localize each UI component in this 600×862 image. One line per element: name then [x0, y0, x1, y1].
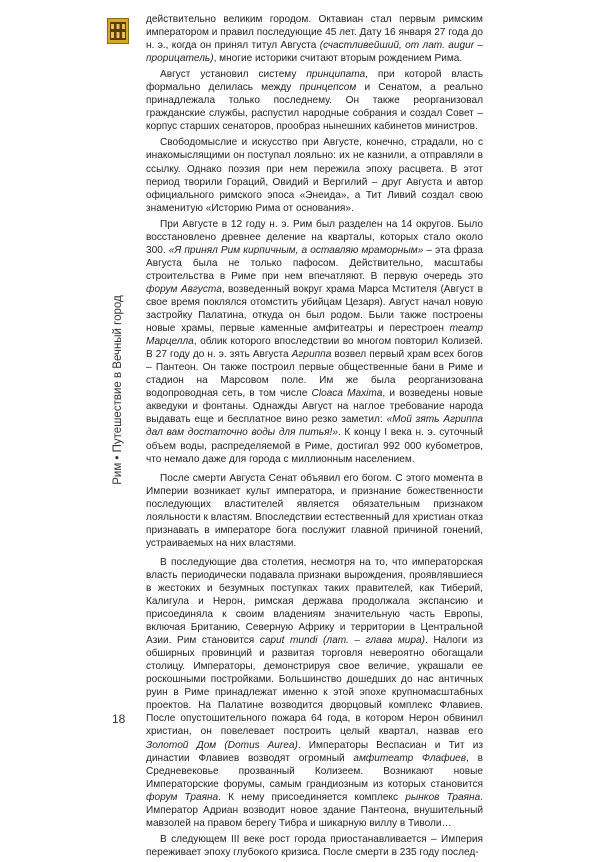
italic-text: театр Марцелла	[146, 323, 483, 348]
text-run: При Августе в 12 году н. э. Рим был разделен на 14 округов. Было восстановлено древнее деление на кварталы, которых стало около 300.	[146, 218, 483, 256]
text-run: – эта фраза Августа была не только пафосом. Действительно, масштабы строительства в Риме при нем впечатляют. В первую очередь это	[146, 244, 483, 282]
body-text	[146, 13, 483, 862]
italic-text: (счастливейший, от лат. augur – прорицатель)	[146, 40, 483, 65]
paragraph	[146, 68, 483, 133]
text-run: В последующие два столетия, несмотря на то, что императорская власть периодически подавала признаки вырождения, проявлявшиеся в жестоких и безумных поступках таких правителей, как Тиберий, Калигула и Нерон, римская держава продолжала экспансию и присоединяла к своим владениям значительную часть Европы, включая Британию, Северную Африку и территории в Центральной Азии. Рим становится	[146, 556, 483, 647]
italic-text: Агриппа	[291, 349, 332, 361]
text-run: . К концу I века н. э. суточный объем воды, распределяемой в Риме, достигал 992 000 кубометров, что немало даже для города с миллионным населением.	[146, 427, 483, 465]
text-run: , в Средневековье прозванный Колизеем. Возникают новые Императорские форумы, самым грандиозным из которых становится	[146, 752, 483, 790]
text-run: В следующем III веке рост города приостанавливается – Империя переживает эпоху глубокого кризиса. После смерти в 235 году послед-	[146, 833, 483, 858]
italic-text: принцепсом	[299, 82, 357, 94]
text-run: , и возведены новые акведуки и фонтаны. Однажды Август на наглое требование народа выдавать еще и бесплатное вино резко заметил:	[146, 388, 484, 426]
italic-text: «Я принял Рим кирпичным, а оставляю мраморным»	[168, 244, 424, 256]
paragraph	[146, 833, 483, 859]
text-run: и Сенатом, а реально принадлежала только последнему. Он также реорганизовал гражданские службы, распустил народные собрания и создал Совет – корпус старших сенаторов, прообраз нынешних кабинетов министров.	[146, 82, 483, 133]
paragraph	[146, 218, 483, 466]
italic-text: форум Траяна	[146, 791, 219, 803]
text-run: Август установил систему	[160, 69, 307, 81]
text-run: действительно великим городом. Октавиан стал первым римским императором и правил последующие 45 лет. Дату 16 января 27 года до н. э., когда он принял титул Августа	[146, 14, 483, 52]
text-run: , многие историки считают вторым рождением Рима.	[213, 53, 463, 65]
paragraph	[146, 13, 483, 65]
italic-text: Cloaca Maxima	[311, 388, 383, 400]
text-run: . Императоры Веспасиан и Тит из династии Флавиев возводят огромный	[146, 739, 483, 764]
colosseum-logo-icon	[107, 18, 129, 44]
italic-text: caput mundi (лат. – глава мира)	[259, 635, 425, 647]
text-run: . Налоги из обширных провинций и развитая торговля невероятно обогащали столицу. Императоры, демонстрируя свое величие, украшали ее роскошными постройками. Большинство дошедших до нас античных руин в Риме принадлежат именно к этой эпохе крупномасштабных проектов. На Палатине возводится дворцовый комплекс Флавиев. После опустошительного пожара 64 года, в котором Нерон обвинил христиан, он повелевает построить целый квартал, назвав его	[146, 635, 483, 738]
italic-text: форум Августа	[146, 283, 222, 295]
running-head: Рим • Путешествие в Вечный город	[112, 295, 124, 485]
text-run: , возведенный вокруг храма Марса Мстителя (Август в свое время поклялся отомстить убийцам Цезаря). Август начал новую застройку Палатина, откуда он был родом. Были также построены новые храмы, первые каменные амфитеатры и перестроен	[146, 283, 483, 335]
text-run: . Император Адриан возводит новое здание Пантеона, внушительный мавзолей на правом берегу Тибра и шикарную виллу в Тиволи…	[146, 791, 484, 829]
sidebar	[104, 18, 132, 733]
page-number: 18	[112, 712, 126, 726]
italic-text: принципата	[306, 69, 366, 81]
text-run: Свободомыслие и искусство при Августе, конечно, страдали, но с инакомыслящими он поступал лояльно: их не казнили, а отправляли в ссылку. Однако поэзия при нем пережила эпоху расцвета. В этот период творили Гораций, Овидий и Вергилий – друг Августа и автор официального римского эпоса «Энеида», а Тит Ливий создал свою знаменитую «Историю Рима от основания».	[146, 137, 483, 214]
italic-text: амфитеатр Флафиев	[353, 752, 467, 764]
text-run: , облик которого впоследствии во многом повторил Колизей. В 27 году до н. э. зять Августа	[146, 336, 483, 361]
italic-text: «Мой зять Агриппа дал вам достаточно воды для питья!»	[146, 414, 483, 439]
italic-text: Золотой Дом (Domus Aurea)	[146, 739, 298, 751]
italic-text: рынков Траяна	[405, 791, 481, 803]
paragraph	[146, 472, 483, 550]
paragraph	[146, 136, 483, 214]
text-run: . К нему присоединяется комплекс	[218, 791, 406, 803]
text-run: возвел первый храм всех богов – Пантеон. Он также построил первые общественные бани в Риме и стадион на Марсовом поле. Им же была реорганизована водопроводная сеть, в том числе	[146, 349, 484, 400]
text-run: , при которой власть формально делилась между	[146, 69, 483, 94]
paragraph	[146, 556, 483, 830]
text-run: После смерти Августа Сенат объявил его богом. С этого момента в Империи возникает культ императора, и признание божественности последующих властителей является обязательным признаком лояльности к властям. Впоследствии естественный для христиан отказ признавать в императоре бога послужит главной причиной гонений, устраиваемых на них властями.	[146, 472, 483, 549]
